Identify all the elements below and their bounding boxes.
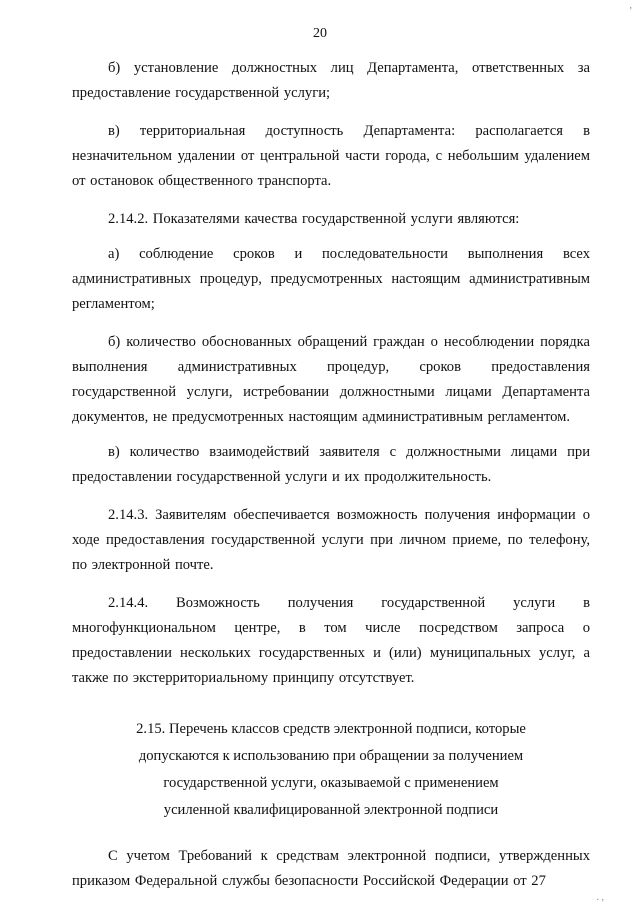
paragraph-requirements: С учетом Требований к средствам электронной подписи, утвержденных приказом Федеральной службы безопасности Российской Федерации от 27 bbox=[72, 848, 590, 889]
section-heading-line: усиленной квалифицированной электронной подписи bbox=[163, 802, 499, 818]
paragraph-2-14-2: 2.14.2. Показателями качества государственной услуги являются: bbox=[108, 211, 520, 227]
document-body bbox=[72, 56, 590, 907]
paragraph-2-14-4: 2.14.4. Возможность получения государственной услуги в многофункциональном центре, в том числе посредством запроса о предоставлении нескольких государственных и (или) муниципальных услуг, а также по экстерриториальному принципу отсутствует. bbox=[72, 595, 590, 686]
section-heading-line: допускаются к использованию при обращении за получением bbox=[138, 748, 524, 764]
section-heading-line: государственной услуги, оказываемой с применением bbox=[163, 775, 499, 791]
paragraph-a-deadlines: а) соблюдение сроков и последовательности выполнения всех административных процедур, предусмотренных настоящим административным регламентом; bbox=[72, 246, 590, 312]
paragraph-b-complaints: б) количество обоснованных обращений граждан о несоблюдении порядка выполнения административных процедур, сроков предоставления государственной услуги, истребовании должностными лицами Департамента документов, не предусмотренных настоящим административным регламентом. bbox=[72, 334, 590, 425]
scan-mark-bottom: . , bbox=[596, 892, 604, 903]
paragraph-v-interactions: в) количество взаимодействий заявителя с должностными лицами при предоставлении государственной услуги и их продолжительность. bbox=[72, 444, 590, 485]
paragraph-v-accessibility: в) территориальная доступность Департамента: располагается в незначительном удалении от центральной части города, с небольшим удалением от остановок общественного транспорта. bbox=[72, 123, 590, 189]
paragraph-2-14-3: 2.14.3. Заявителям обеспечивается возможность получения информации о ходе предоставления государственной услуги при личном приеме, по телефону, по электронной почте. bbox=[72, 507, 590, 573]
paragraph-b-officials: б) установление должностных лиц Департамента, ответственных за предоставление государственной услуги; bbox=[72, 60, 590, 101]
scan-mark-top: , bbox=[629, 0, 632, 11]
section-heading-line: 2.15. Перечень классов средств электронной подписи, которые bbox=[136, 721, 526, 737]
section-heading-2-15 bbox=[72, 716, 590, 824]
page-number: 20 bbox=[313, 26, 327, 41]
